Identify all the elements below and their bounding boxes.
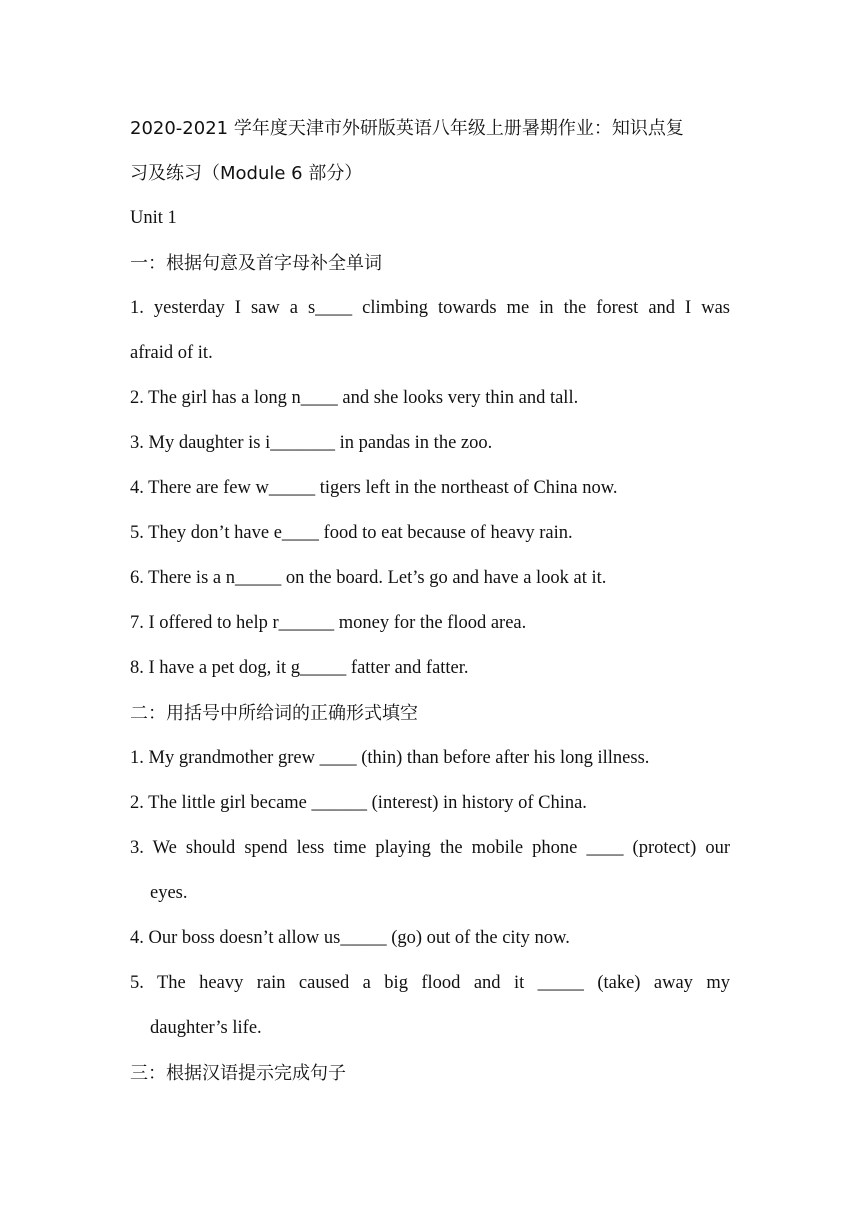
document-title-line-1: 2020-2021 学年度天津市外研版英语八年级上册暑期作业：知识点复	[130, 118, 684, 139]
section-2-item-3: 3. We should spend less time playing the mobile phone ____ (protect) our	[130, 838, 730, 858]
section-2-heading: 二：用括号中所给词的正确形式填空	[130, 703, 418, 724]
section-1-item-4: 4. There are few w_____ tigers left in the northeast of China now.	[130, 478, 618, 498]
section-3-heading: 三：根据汉语提示完成句子	[130, 1063, 346, 1084]
section-2-item-4: 4. Our boss doesn’t allow us_____ (go) out of the city now.	[130, 928, 570, 948]
section-1-item-1: 1. yesterday I saw a s____ climbing towards me in the forest and I was	[130, 298, 730, 318]
section-1-item-5: 5. They don’t have e____ food to eat because of heavy rain.	[130, 523, 573, 543]
unit-heading: Unit 1	[130, 208, 177, 228]
section-1-item-8: 8. I have a pet dog, it g_____ fatter and fatter.	[130, 658, 469, 678]
section-2-item-3-continued: eyes.	[150, 883, 188, 903]
section-1-heading: 一：根据句意及首字母补全单词	[130, 253, 382, 274]
section-2-item-1: 1. My grandmother grew ____ (thin) than before after his long illness.	[130, 748, 650, 768]
section-2-item-2: 2. The little girl became ______ (interest) in history of China.	[130, 793, 587, 813]
section-1-item-3: 3. My daughter is i_______ in pandas in the zoo.	[130, 433, 493, 453]
section-1-item-7: 7. I offered to help r______ money for the flood area.	[130, 613, 527, 633]
section-1-item-2: 2. The girl has a long n____ and she looks very thin and tall.	[130, 388, 579, 408]
document-title-line-2: 习及练习（Module 6 部分）	[130, 163, 363, 184]
section-1-item-1-continued: afraid of it.	[130, 343, 213, 363]
document-page	[130, 106, 730, 1096]
section-2-item-5-continued: daughter’s life.	[150, 1018, 262, 1038]
section-2-item-5: 5. The heavy rain caused a big flood and it _____ (take) away my	[130, 973, 730, 993]
section-1-item-6: 6. There is a n_____ on the board. Let’s go and have a look at it.	[130, 568, 607, 588]
